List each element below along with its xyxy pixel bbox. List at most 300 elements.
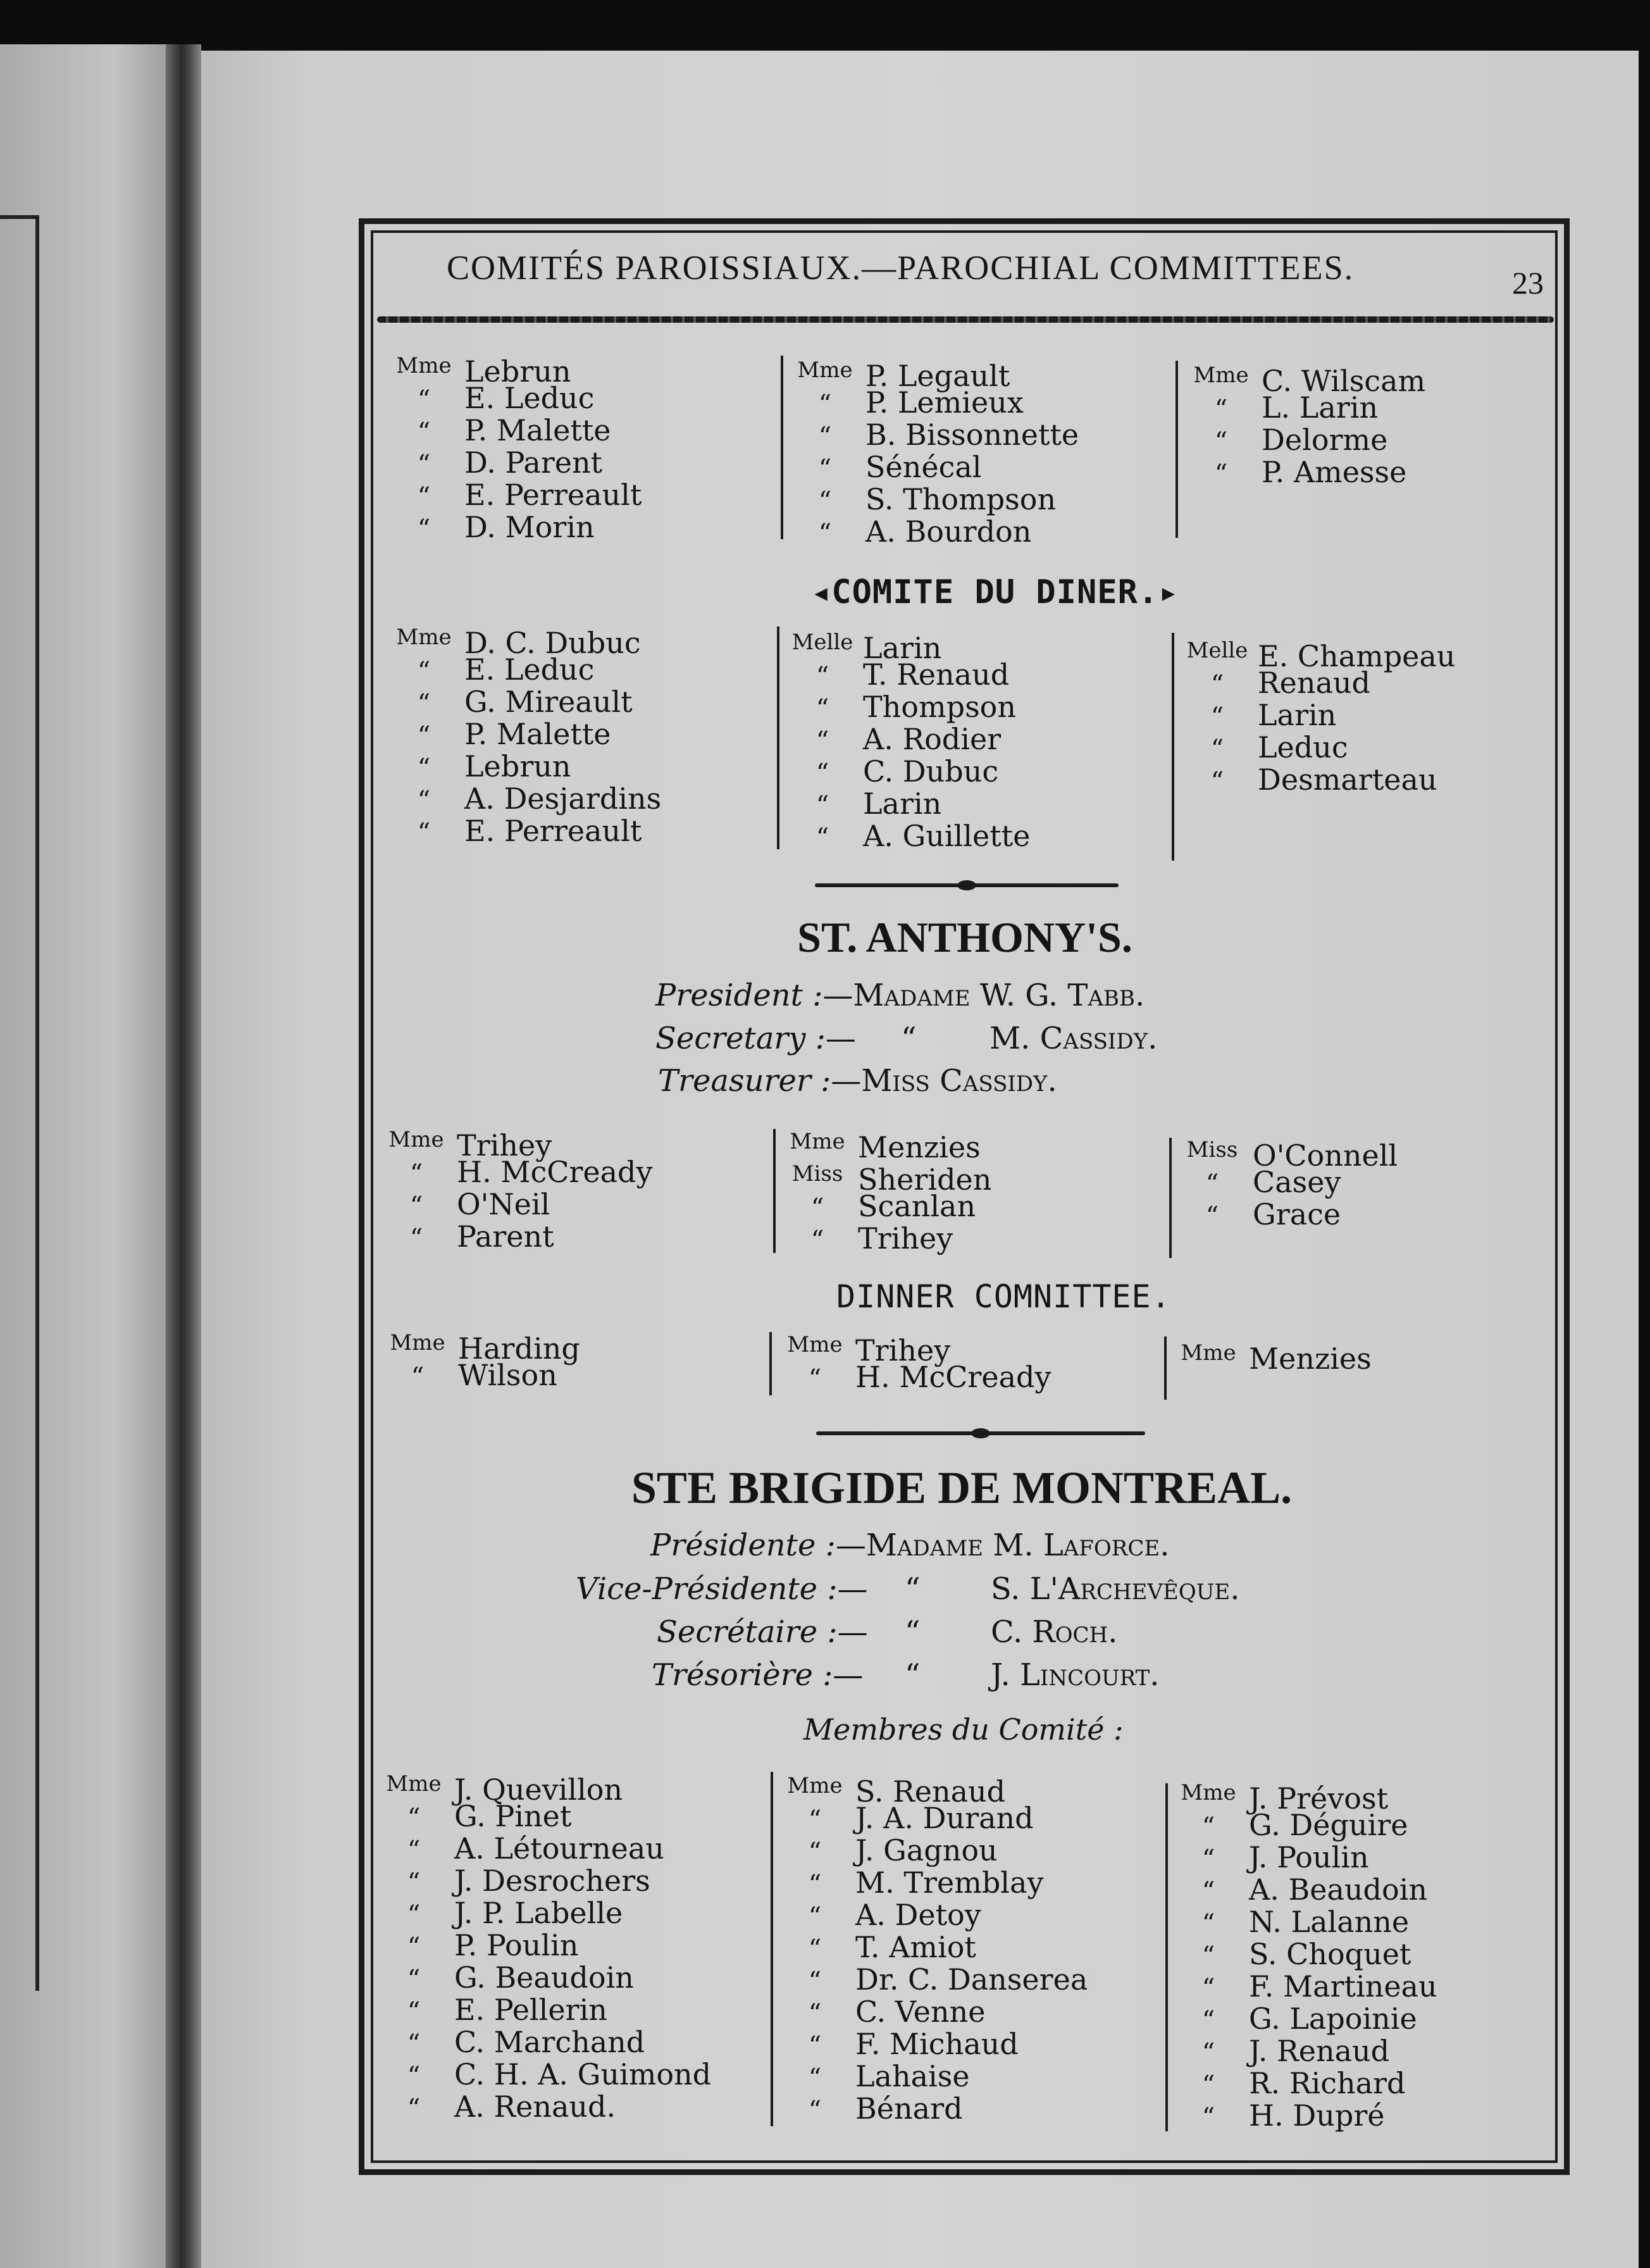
ditto-mark: “ (1210, 702, 1224, 732)
member-name: Trihey (858, 1221, 953, 1256)
ditto-mark: “ (417, 418, 431, 447)
officer-role: Présidente : (650, 1528, 836, 1563)
officer-name: M. Cassidy. (989, 1021, 1158, 1056)
member-row (1177, 732, 1455, 764)
ditto-mark: “ (409, 1224, 423, 1253)
book-gutter (166, 44, 201, 2268)
member-name: Casey (1253, 1165, 1341, 1199)
ditto-mark: “ (1205, 1202, 1219, 1231)
ditto-mark: “ (409, 1159, 423, 1188)
column-divider (781, 356, 783, 539)
header-rule (377, 316, 1554, 323)
member-row (1181, 359, 1426, 398)
ditto-mark: “ (808, 2064, 822, 2093)
member-row (774, 2060, 1088, 2093)
ditto-mark: “ (1201, 2071, 1215, 2100)
st-anthony-column2 (777, 1126, 991, 1255)
member-row (383, 479, 642, 511)
member-name: A. Beaudoin (1249, 1872, 1428, 1907)
member-row (774, 1802, 1088, 1835)
member-name: J. A. Durand (855, 1801, 1034, 1835)
column-divider (771, 1772, 773, 2126)
member-row (774, 2093, 1088, 2125)
member-name: Leduc (1258, 730, 1348, 764)
member-row (373, 1994, 711, 2026)
member-row (373, 1800, 711, 1833)
member-row (1168, 1337, 1372, 1376)
member-row (383, 511, 642, 544)
column-divider (1172, 633, 1174, 861)
ditto-mark: “ (1201, 1845, 1215, 1874)
running-head: COMITÉS PAROISSIAUX.—PAROCHIAL COMMITTEES. (447, 249, 1355, 287)
member-name: A. Rodier (863, 722, 1002, 756)
member-row (785, 419, 1079, 451)
members-heading: Membres du Comité : (803, 1712, 1124, 1747)
member-name: E. Perreault (464, 814, 642, 848)
member-name: J. Desrochers (454, 1864, 650, 1898)
member-name: G. Déguire (1249, 1808, 1408, 1842)
member-name: D. Parent (464, 446, 603, 480)
member-name: Larin (863, 631, 942, 665)
member-name: J. P. Labelle (454, 1896, 623, 1930)
member-row (1181, 456, 1425, 489)
member-name: S. Thompson (865, 482, 1057, 516)
officer-role: Trésorière : (652, 1657, 833, 1693)
member-row (383, 686, 661, 718)
member-name: Trihey (457, 1128, 552, 1162)
member-row (376, 1221, 653, 1253)
member-row (1181, 424, 1425, 456)
member-name: A. Detoy (855, 1898, 981, 1932)
member-name: A. Bourdon (865, 514, 1032, 549)
ditto-mark: “ (1201, 2006, 1215, 2035)
honorific: Miss (791, 1161, 843, 1187)
ditto-mark: “ (407, 2094, 421, 2123)
member-row (373, 2026, 711, 2059)
member-name: O'Connell (1253, 1138, 1398, 1173)
ditto-mark: “ (818, 454, 832, 483)
ditto-mark: “ (808, 1935, 822, 1964)
member-row (1177, 699, 1455, 732)
comite-du-diner-column1 (383, 621, 661, 847)
member-row (383, 414, 642, 447)
honorific: Melle (791, 630, 853, 655)
member-row (774, 1361, 1051, 1393)
member-row (785, 387, 1079, 419)
ditto-mark: “ (417, 818, 431, 847)
member-name: E. Perreault (464, 478, 642, 512)
member-row (1168, 1809, 1437, 1841)
ditto-mark: “ (1201, 2038, 1215, 2067)
ditto-mark: “ (417, 786, 431, 815)
member-row (377, 1327, 580, 1366)
ditto-mark: “ (409, 1192, 423, 1221)
member-row (373, 2059, 711, 2091)
member-row (383, 447, 642, 479)
member-row (373, 1962, 711, 1994)
member-name: J. Prévost (1249, 1781, 1389, 1816)
member-row (383, 350, 642, 389)
member-name: R. Richard (1249, 2066, 1406, 2100)
member-row (782, 659, 1030, 691)
column-divider (1175, 361, 1178, 538)
officer-role: Treasurer : (658, 1063, 831, 1099)
member-row (373, 1865, 711, 1897)
member-name: Delorme (1262, 423, 1388, 457)
st-anthony-president (655, 978, 1144, 1013)
member-name: A. Guillette (863, 819, 1031, 853)
member-row (774, 1899, 1088, 1931)
honorific: Mme (1193, 363, 1249, 388)
column-divider (777, 626, 779, 849)
st-anthony-column3 (1172, 1134, 1398, 1231)
honorific: Mme (396, 625, 452, 650)
ditto-mark: “ (1205, 1169, 1219, 1199)
ste-brigide-column3 (1168, 1777, 1437, 2132)
member-name: Desmarteau (1258, 763, 1437, 797)
column-divider (773, 1129, 776, 1253)
member-row (774, 1996, 1088, 2028)
ste-brigide-tresoriere (652, 1657, 863, 1693)
member-name: P. Malette (464, 413, 611, 447)
member-name: O'Neil (457, 1187, 550, 1221)
member-name: J. Renaud (1249, 2034, 1390, 2068)
ditto-mark: “ (816, 662, 829, 691)
ste-brigide-title: STE BRIGIDE DE MONTREAL. (631, 1462, 1293, 1513)
ditto-mark: “ (407, 1965, 421, 1994)
member-row (373, 1897, 711, 1929)
section1-column2 (785, 354, 1079, 548)
member-name: Bénard (855, 2091, 963, 2126)
member-name: M. Tremblay (855, 1866, 1044, 1900)
member-row (774, 1329, 1051, 1368)
member-name: G. Lapoinie (1249, 2002, 1417, 2036)
ditto-mark: “ (1201, 1974, 1215, 2003)
ditto-mark: “ (808, 2096, 822, 2125)
ornament-dot (957, 880, 976, 890)
member-name: Thompson (863, 690, 1016, 724)
member-row (383, 783, 661, 815)
comite-du-diner-column3 (1177, 635, 1455, 796)
ditto-mark: “ (417, 689, 431, 718)
member-name: E. Pellerin (454, 1993, 607, 2027)
member-name: E. Champeau (1258, 639, 1456, 673)
member-row (777, 1126, 991, 1164)
member-row (774, 1770, 1088, 1809)
officer-dash: — (837, 1614, 868, 1650)
ditto-mark: “ (816, 791, 829, 820)
honorific: Mme (388, 1127, 444, 1152)
honorific: Melle (1186, 638, 1248, 663)
ste-brigide-secretaire (657, 1614, 868, 1650)
member-row (777, 1190, 991, 1223)
member-row (1177, 764, 1455, 796)
ditto-mark: “ (1214, 459, 1228, 489)
member-row (377, 1359, 580, 1392)
member-row (774, 1867, 1088, 1899)
member-name: Dr. C. Danserea (855, 1962, 1088, 1997)
ditto-mark: “ (1201, 1812, 1215, 1841)
member-row (782, 691, 1030, 723)
ditto-mark: “ (1214, 395, 1228, 424)
member-row (383, 815, 661, 847)
member-row (373, 2091, 711, 2123)
member-row (1172, 1199, 1398, 1231)
dinner-committee-column2 (774, 1329, 1051, 1393)
member-row (774, 2028, 1088, 2060)
ditto-mark: “ (808, 1838, 822, 1867)
member-row (373, 1768, 711, 1807)
honorific: Mme (787, 1332, 843, 1357)
member-name: E. Leduc (464, 381, 595, 415)
ditto-mark: “ (808, 1364, 822, 1393)
ditto-mark: “ (411, 1362, 425, 1392)
member-name: P. Lemieux (865, 385, 1024, 420)
member-row (782, 788, 1030, 820)
member-name: Lebrun (464, 354, 571, 389)
member-name: E. Leduc (464, 652, 595, 687)
member-name: Lahaise (855, 2059, 970, 2093)
member-row (785, 354, 1079, 393)
member-row (1172, 1134, 1398, 1173)
honorific: Mme (787, 1773, 843, 1798)
ditto-mark: “ (407, 1836, 421, 1865)
member-name: L. Larin (1262, 390, 1379, 425)
honorific: Mme (1181, 1780, 1236, 1805)
ditto-mark: “ (818, 519, 832, 548)
member-name: Trihey (855, 1333, 951, 1368)
member-name: P. Legault (865, 359, 1010, 393)
ditto-mark: “ (407, 1804, 421, 1833)
member-name: Harding (458, 1331, 580, 1366)
ditto-mark: “ (407, 2029, 421, 2059)
ditto-mark: “ (816, 759, 829, 788)
member-name: B. Bissonnette (865, 418, 1079, 452)
ditto-mark: “ (818, 422, 832, 451)
member-row (774, 1835, 1088, 1867)
member-name: G. Pinet (454, 1799, 572, 1833)
ditto-mark: “ (1201, 1877, 1215, 1906)
honorific: Mme (390, 1330, 445, 1355)
officer-role: Secretary : (655, 1021, 826, 1056)
member-row (1168, 1906, 1437, 1938)
ditto-mark: “ (808, 1902, 822, 1931)
officer-name: C. Roch. (991, 1614, 1118, 1650)
member-row (1168, 2035, 1437, 2067)
member-name: F. Martineau (1249, 1969, 1437, 2003)
ditto-mark: “ (1210, 767, 1224, 796)
ste-brigide-vice-presidente (576, 1571, 867, 1607)
member-name: H. Dupré (1249, 2098, 1385, 2133)
member-name: A. Desjardins (464, 782, 662, 816)
ditto-mark: “ (905, 1571, 921, 1607)
member-row (782, 723, 1030, 756)
member-name: D. Morin (464, 510, 595, 544)
dinner-committee-column3 (1168, 1337, 1372, 1376)
member-row (373, 1833, 711, 1865)
officer-dash: — (825, 1021, 856, 1056)
ditto-mark: “ (808, 1805, 822, 1835)
member-row (383, 621, 661, 660)
member-name: P. Malette (464, 717, 611, 751)
st-anthony-title: ST. ANTHONY'S. (797, 913, 1132, 961)
member-row (373, 1929, 711, 1962)
member-name: Grace (1253, 1197, 1341, 1231)
ditto-mark: “ (905, 1614, 921, 1650)
ditto-mark: “ (417, 754, 431, 783)
member-row (383, 382, 642, 414)
member-name: Parent (457, 1219, 554, 1254)
ditto-mark: “ (810, 1226, 824, 1255)
comite-du-diner-column2 (782, 626, 1030, 852)
member-row (376, 1156, 653, 1188)
officer-name: S. L'Archevêque. (991, 1571, 1240, 1607)
member-row (1177, 635, 1456, 673)
ditto-mark: “ (407, 1997, 421, 2026)
member-row (383, 751, 661, 783)
member-name: Menzies (858, 1130, 981, 1164)
member-name: C. Dubuc (863, 754, 999, 788)
member-name: A. Renaud. (454, 2090, 616, 2124)
member-name: G. Mireault (464, 685, 633, 719)
ste-brigide-presidente (650, 1528, 1169, 1563)
honorific: Mme (1181, 1340, 1236, 1366)
facing-page-border (0, 215, 39, 1991)
page-number: 23 (1512, 265, 1544, 301)
ditto-mark: “ (905, 1657, 921, 1693)
officer-name: —Miss Cassidy. (831, 1063, 1057, 1099)
ditto-mark: “ (1214, 427, 1228, 456)
member-name: S. Choquet (1249, 1937, 1411, 1971)
ditto-mark: “ (1201, 1909, 1215, 1938)
member-row (785, 516, 1079, 548)
dinner-committee-heading: DINNER COMNITTEE. (836, 1278, 1171, 1315)
ditto-mark: “ (818, 487, 832, 516)
member-name: Scanlan (858, 1189, 976, 1223)
honorific: Mme (386, 1771, 442, 1797)
member-name: T. Renaud (863, 657, 1010, 692)
member-name: C. Venne (855, 1995, 986, 2029)
ste-brigide-column2 (774, 1770, 1088, 2125)
member-name: A. Létourneau (454, 1831, 664, 1866)
st-anthony-secretary (655, 1021, 856, 1056)
officer-name: —Madame W. G. Tabb. (822, 978, 1145, 1013)
member-name: S. Renaud (855, 1774, 1006, 1809)
ditto-mark: “ (808, 2031, 822, 2060)
ditto-mark: “ (407, 1868, 421, 1897)
officer-name: —Madame M. Laforce. (835, 1528, 1170, 1563)
member-row (1168, 1777, 1437, 1816)
comite-du-diner-heading: ◂COMITE DU DINER.▸ (811, 573, 1179, 611)
member-row (1168, 2003, 1437, 2035)
member-row (1168, 1841, 1437, 1874)
ditto-mark: “ (816, 726, 829, 756)
member-name: H. McCready (457, 1155, 653, 1189)
st-anthony-treasurer (658, 1063, 1057, 1099)
section1-column1 (383, 350, 642, 544)
member-name: D. C. Dubuc (464, 626, 641, 660)
member-name: Sheriden (858, 1162, 992, 1197)
member-row (383, 718, 661, 751)
honorific: Mme (790, 1129, 845, 1154)
member-name: Larin (1258, 698, 1337, 732)
ditto-mark: “ (407, 1933, 421, 1962)
ornament-dot (971, 1428, 990, 1438)
member-name: G. Beaudoin (454, 1960, 634, 1995)
dinner-committee-column1 (377, 1327, 580, 1392)
member-row (782, 756, 1030, 788)
honorific: Mme (396, 353, 452, 378)
ditto-mark: “ (818, 390, 832, 419)
ditto-mark: “ (816, 823, 829, 852)
member-row (774, 1931, 1088, 1964)
member-name: Lebrun (464, 749, 571, 783)
member-row (1168, 1874, 1437, 1906)
ditto-mark: “ (417, 514, 431, 544)
ditto-mark: “ (808, 1999, 822, 2028)
ste-brigide-column1 (373, 1768, 711, 2123)
member-row (782, 626, 1030, 665)
member-name: J. Poulin (1249, 1840, 1369, 1874)
honorific: Miss (1186, 1137, 1238, 1162)
member-name: H. McCready (855, 1360, 1051, 1394)
member-row (1168, 2067, 1437, 2100)
member-row (774, 1964, 1088, 1996)
ditto-mark: “ (1210, 735, 1224, 764)
member-row (785, 483, 1079, 516)
officer-role: President : (655, 978, 823, 1013)
ditto-mark: “ (816, 694, 829, 723)
member-name: Menzies (1249, 1342, 1372, 1376)
member-name: Wilson (458, 1358, 557, 1392)
honorific: Mme (797, 358, 853, 383)
section1-column3 (1181, 359, 1425, 489)
member-name: F. Michaud (855, 2027, 1019, 2061)
ditto-mark: “ (1210, 670, 1224, 699)
column-divider (769, 1332, 772, 1395)
member-name: C. Marchand (454, 2025, 645, 2059)
member-name: P. Poulin (454, 1928, 579, 1962)
member-name: C. H. A. Guimond (454, 2057, 712, 2091)
officer-name: J. Lincourt. (991, 1657, 1160, 1693)
ditto-mark: “ (810, 1193, 824, 1223)
officer-dash: — (833, 1657, 864, 1693)
member-name: J. Gagnou (855, 1833, 998, 1867)
ditto-mark: “ (407, 2062, 421, 2091)
member-name: N. Lalanne (1249, 1905, 1410, 1939)
ditto-mark: “ (1201, 1941, 1215, 1971)
ditto-mark: “ (417, 721, 431, 751)
column-divider (1164, 1336, 1167, 1400)
member-name: P. Amesse (1262, 455, 1407, 489)
ditto-mark: “ (808, 1870, 822, 1899)
st-anthony-column1 (376, 1124, 653, 1253)
member-row (785, 451, 1079, 483)
ditto-mark: “ (417, 657, 431, 686)
officer-dash: — (837, 1571, 868, 1607)
member-row (777, 1223, 991, 1255)
member-name: C. Wilscam (1262, 364, 1426, 398)
member-row (1168, 1971, 1437, 2003)
member-row (1168, 2100, 1437, 2132)
ditto-mark: “ (808, 1967, 822, 1996)
member-name: J. Quevillon (454, 1773, 623, 1807)
member-name: T. Amiot (855, 1930, 976, 1964)
member-row (777, 1158, 992, 1197)
ditto-mark: “ (417, 450, 431, 479)
member-name: Sénécal (865, 450, 982, 484)
member-row (376, 1188, 653, 1221)
